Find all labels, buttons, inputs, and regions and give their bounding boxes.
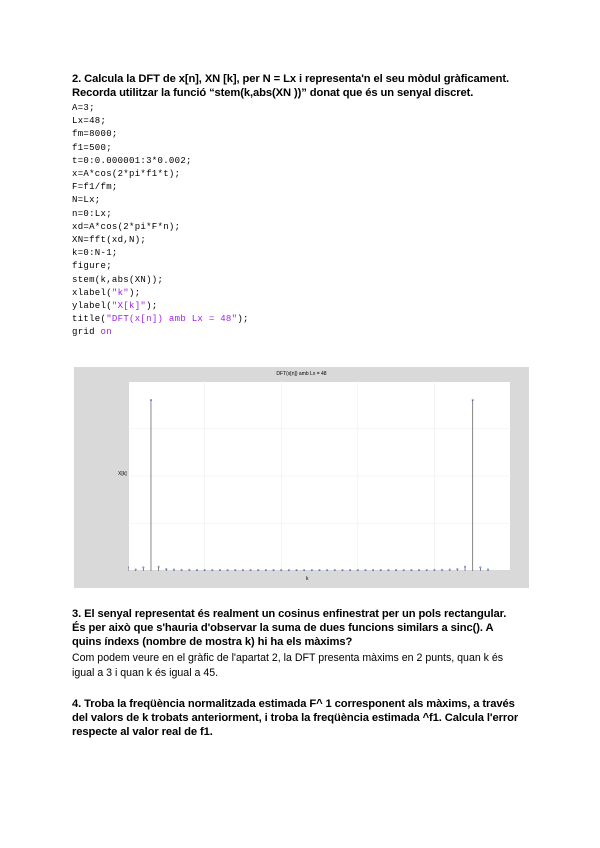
dft-stem-marker — [365, 569, 367, 571]
section-4-heading — [72, 697, 532, 739]
section-3-heading-line-3: quins índexs (nombre de mostra k) hi ha els màxims? — [72, 636, 353, 648]
section-3-heading — [72, 607, 532, 649]
dft-stem-marker — [211, 569, 213, 571]
dft-stem-marker — [227, 569, 229, 571]
chart-xlabel: k — [306, 576, 309, 582]
code-line: figure; — [72, 261, 112, 272]
keyword: on — [100, 327, 112, 338]
section-3-answer — [72, 651, 542, 681]
dft-stem-marker — [311, 569, 313, 571]
section-2-heading-line-1: 2. Calcula la DFT de x[n], XN [k], per N = Lx i representa'n el seu mòdul gràficament. — [72, 73, 510, 85]
section-4-heading-line-1: 4. Troba la freqüència normalitzada estimada F^ 1 corresponent als màxims, a través — [72, 698, 515, 710]
code-line: grid on — [72, 327, 112, 338]
chart-ylabel: X[k] — [118, 471, 127, 477]
dft-stem-marker — [166, 568, 168, 570]
dft-stem-marker — [457, 568, 459, 570]
code-line: ylabel("X[k]"); — [72, 301, 158, 312]
code-line: n=0:Lx; — [72, 208, 112, 219]
code-line: t=0:0.000001:3*0.002; — [72, 155, 192, 166]
section-3-answer-line-1: Com podem veure en el gràfic de l'apartat 2, la DFT presenta màxims en 2 punts, quan k és — [72, 652, 504, 664]
dft-stem-marker — [395, 569, 397, 571]
dft-stem-marker — [411, 569, 413, 571]
section-2-heading-line-2: Recorda utilitzar la funció “stem(k,abs(XN ))” donat que és un senyal discret. — [72, 87, 474, 99]
section-3-heading-line-1: 3. El senyal representat és realment un cosinus enfinestrat per un pols rectangular. — [72, 608, 507, 620]
dft-stem-marker — [372, 569, 374, 571]
dft-stem-marker — [158, 566, 160, 568]
string-literal: "X[k]" — [111, 301, 147, 312]
dft-stem-marker — [250, 569, 252, 571]
string-literal: "k" — [111, 287, 130, 298]
dft-stem-marker — [342, 569, 344, 571]
dft-stem-marker — [234, 569, 236, 571]
code-line: XN=fft(xd,N); — [72, 235, 147, 246]
dft-stem-marker — [418, 569, 420, 571]
code-line: x=A*cos(2*pi*f1*t); — [72, 169, 181, 180]
code-line: stem(k,abs(XN)); — [72, 274, 164, 285]
dft-stem-marker — [288, 569, 290, 571]
dft-figure — [74, 367, 529, 588]
section-3-heading-line-2: És per això que s'hauria d'observar la suma de dues funcions similars a sinc(). A — [72, 622, 494, 634]
dft-stem-marker — [464, 566, 466, 568]
matlab-code-block — [72, 102, 249, 340]
dft-stem-marker — [319, 569, 321, 571]
dft-stem-marker — [303, 569, 305, 571]
dft-stem-marker — [273, 569, 275, 571]
dft-stem-marker — [349, 569, 351, 571]
code-line: fm=8000; — [72, 129, 118, 140]
code-line: Lx=48; — [72, 116, 107, 127]
dft-stem-marker — [219, 569, 221, 571]
code-line: xlabel("k"); — [72, 287, 141, 298]
string-literal: "DFT(x[n]) amb Lx = 48" — [106, 314, 238, 325]
dft-stem-marker — [242, 569, 244, 571]
dft-stem-marker — [257, 569, 259, 571]
dft-stem-marker — [403, 569, 405, 571]
code-line: k=0:N-1; — [72, 248, 118, 259]
dft-stem-marker — [196, 569, 198, 571]
plot-axes — [128, 381, 511, 571]
section-2-heading — [72, 72, 532, 100]
dft-stem-marker — [296, 569, 298, 571]
code-line: f1=500; — [72, 142, 112, 153]
section-4-heading-line-3: respecte al valor real de f1. — [72, 726, 213, 738]
section-3-answer-line-2: igual a 3 i quan k és igual a 45. — [72, 667, 219, 679]
dft-stem-marker — [380, 569, 382, 571]
code-line: N=Lx; — [72, 195, 101, 206]
dft-stem-marker — [426, 569, 428, 571]
dft-stem-marker — [334, 569, 336, 571]
code-line: F=f1/fm; — [72, 182, 118, 193]
dft-stem-marker — [388, 569, 390, 571]
dft-stem-marker — [265, 569, 267, 571]
code-line: xd=A*cos(2*pi*F*n); — [72, 221, 181, 232]
dft-stem-marker — [326, 569, 328, 571]
dft-stem-plot — [128, 381, 511, 571]
code-line: title("DFT(x[n]) amb Lx = 48"); — [72, 314, 249, 325]
chart-title: DFT(x[n]) amb Lx = 48 — [276, 371, 327, 377]
code-line: A=3; — [72, 103, 95, 113]
section-4-heading-line-2: del valors de k trobats anteriorment, i troba la freqüència estimada ^f1. Calcula l'error — [72, 712, 519, 724]
